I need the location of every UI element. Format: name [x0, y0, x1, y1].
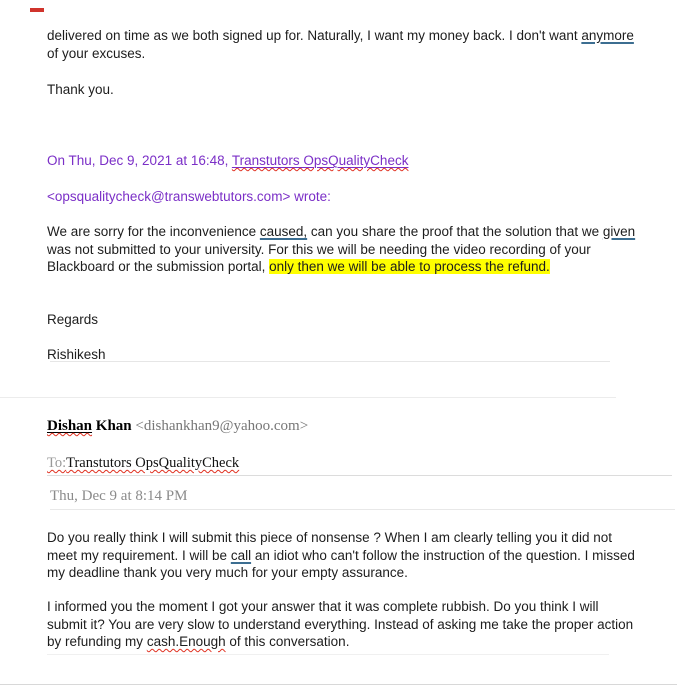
message1-text-tail: of your excuses.: [47, 45, 146, 61]
spellcheck-flagged-word: cash.Enough: [146, 634, 226, 649]
reply-sender-last-name[interactable]: Khan: [92, 418, 132, 434]
to-recipient[interactable]: Transtutors OpsQualityCheck: [66, 455, 240, 471]
quoted-body-text: We are sorry for the inconvenience: [47, 224, 260, 239]
reply-sender-email[interactable]: <dishankhan9@yahoo.com>: [131, 418, 309, 434]
reply-paragraph2: [47, 598, 639, 651]
quoted-body-text: was not submitted to your university. For this we will be needing the video recording of your Blackboard or the submission portal,: [47, 241, 591, 274]
quoted-body-text: can you share the proof that the solution that we: [307, 224, 603, 239]
highlighted-text: only then we will be able to process the refund.: [269, 259, 550, 274]
reply-to-row: [47, 455, 672, 476]
grammar-underlined-word: given: [602, 224, 636, 239]
reply-text: Do you really think I will submit this piece of nonsense ? When I am clearly telling you it did not meet my requirement. I will be: [47, 530, 613, 563]
quoted-header-line1: [47, 152, 639, 170]
divider-line: [50, 361, 610, 362]
reply-date: Thu, Dec 9 at 8:14 PM: [50, 488, 675, 510]
message1-paragraph1: [47, 27, 639, 62]
quoted-body-paragraph: [47, 223, 639, 276]
reply-sender-first-name[interactable]: Dishan: [47, 418, 93, 434]
to-label: To:: [47, 455, 67, 471]
grammar-underlined-word: caused,: [259, 224, 308, 239]
reply-paragraph1: [47, 529, 639, 582]
divider-line: [47, 654, 609, 655]
quoted-sender-email[interactable]: <opsqualitycheck@transwebtutors.com> wrote:: [47, 189, 331, 204]
quoted-sender-name[interactable]: Transtutors OpsQualityCheck: [231, 153, 409, 168]
quoted-signature: Rishikesh: [47, 347, 106, 362]
quoted-header-datetime: On Thu, Dec 9, 2021 at 16:48,: [47, 153, 232, 168]
reply-text: of this conversation.: [225, 634, 350, 649]
divider-line: [0, 684, 677, 685]
reply-sender-row: [47, 418, 308, 435]
divider-line: [0, 397, 616, 398]
annotation-mark: [30, 8, 44, 12]
grammar-underlined-word: call: [230, 547, 252, 563]
reply-text: an idiot who can't follow the instruction of the question. I missed my deadline thank you very much for your empty assurance.: [47, 547, 635, 580]
message1-thank-you: Thank you.: [47, 82, 114, 97]
message1-text: delivered on time as we both signed up for. Naturally, I want my money back. I don't want: [47, 28, 582, 43]
grammar-underlined-word: anymore: [581, 28, 634, 43]
reply-text: I informed you the moment I got your answer that it was complete rubbish. Do you think I will submit it? You are very slow to understand everything. Instead of asking me take the proper action by refunding my: [47, 599, 634, 649]
quoted-signoff: Regards: [47, 312, 99, 327]
